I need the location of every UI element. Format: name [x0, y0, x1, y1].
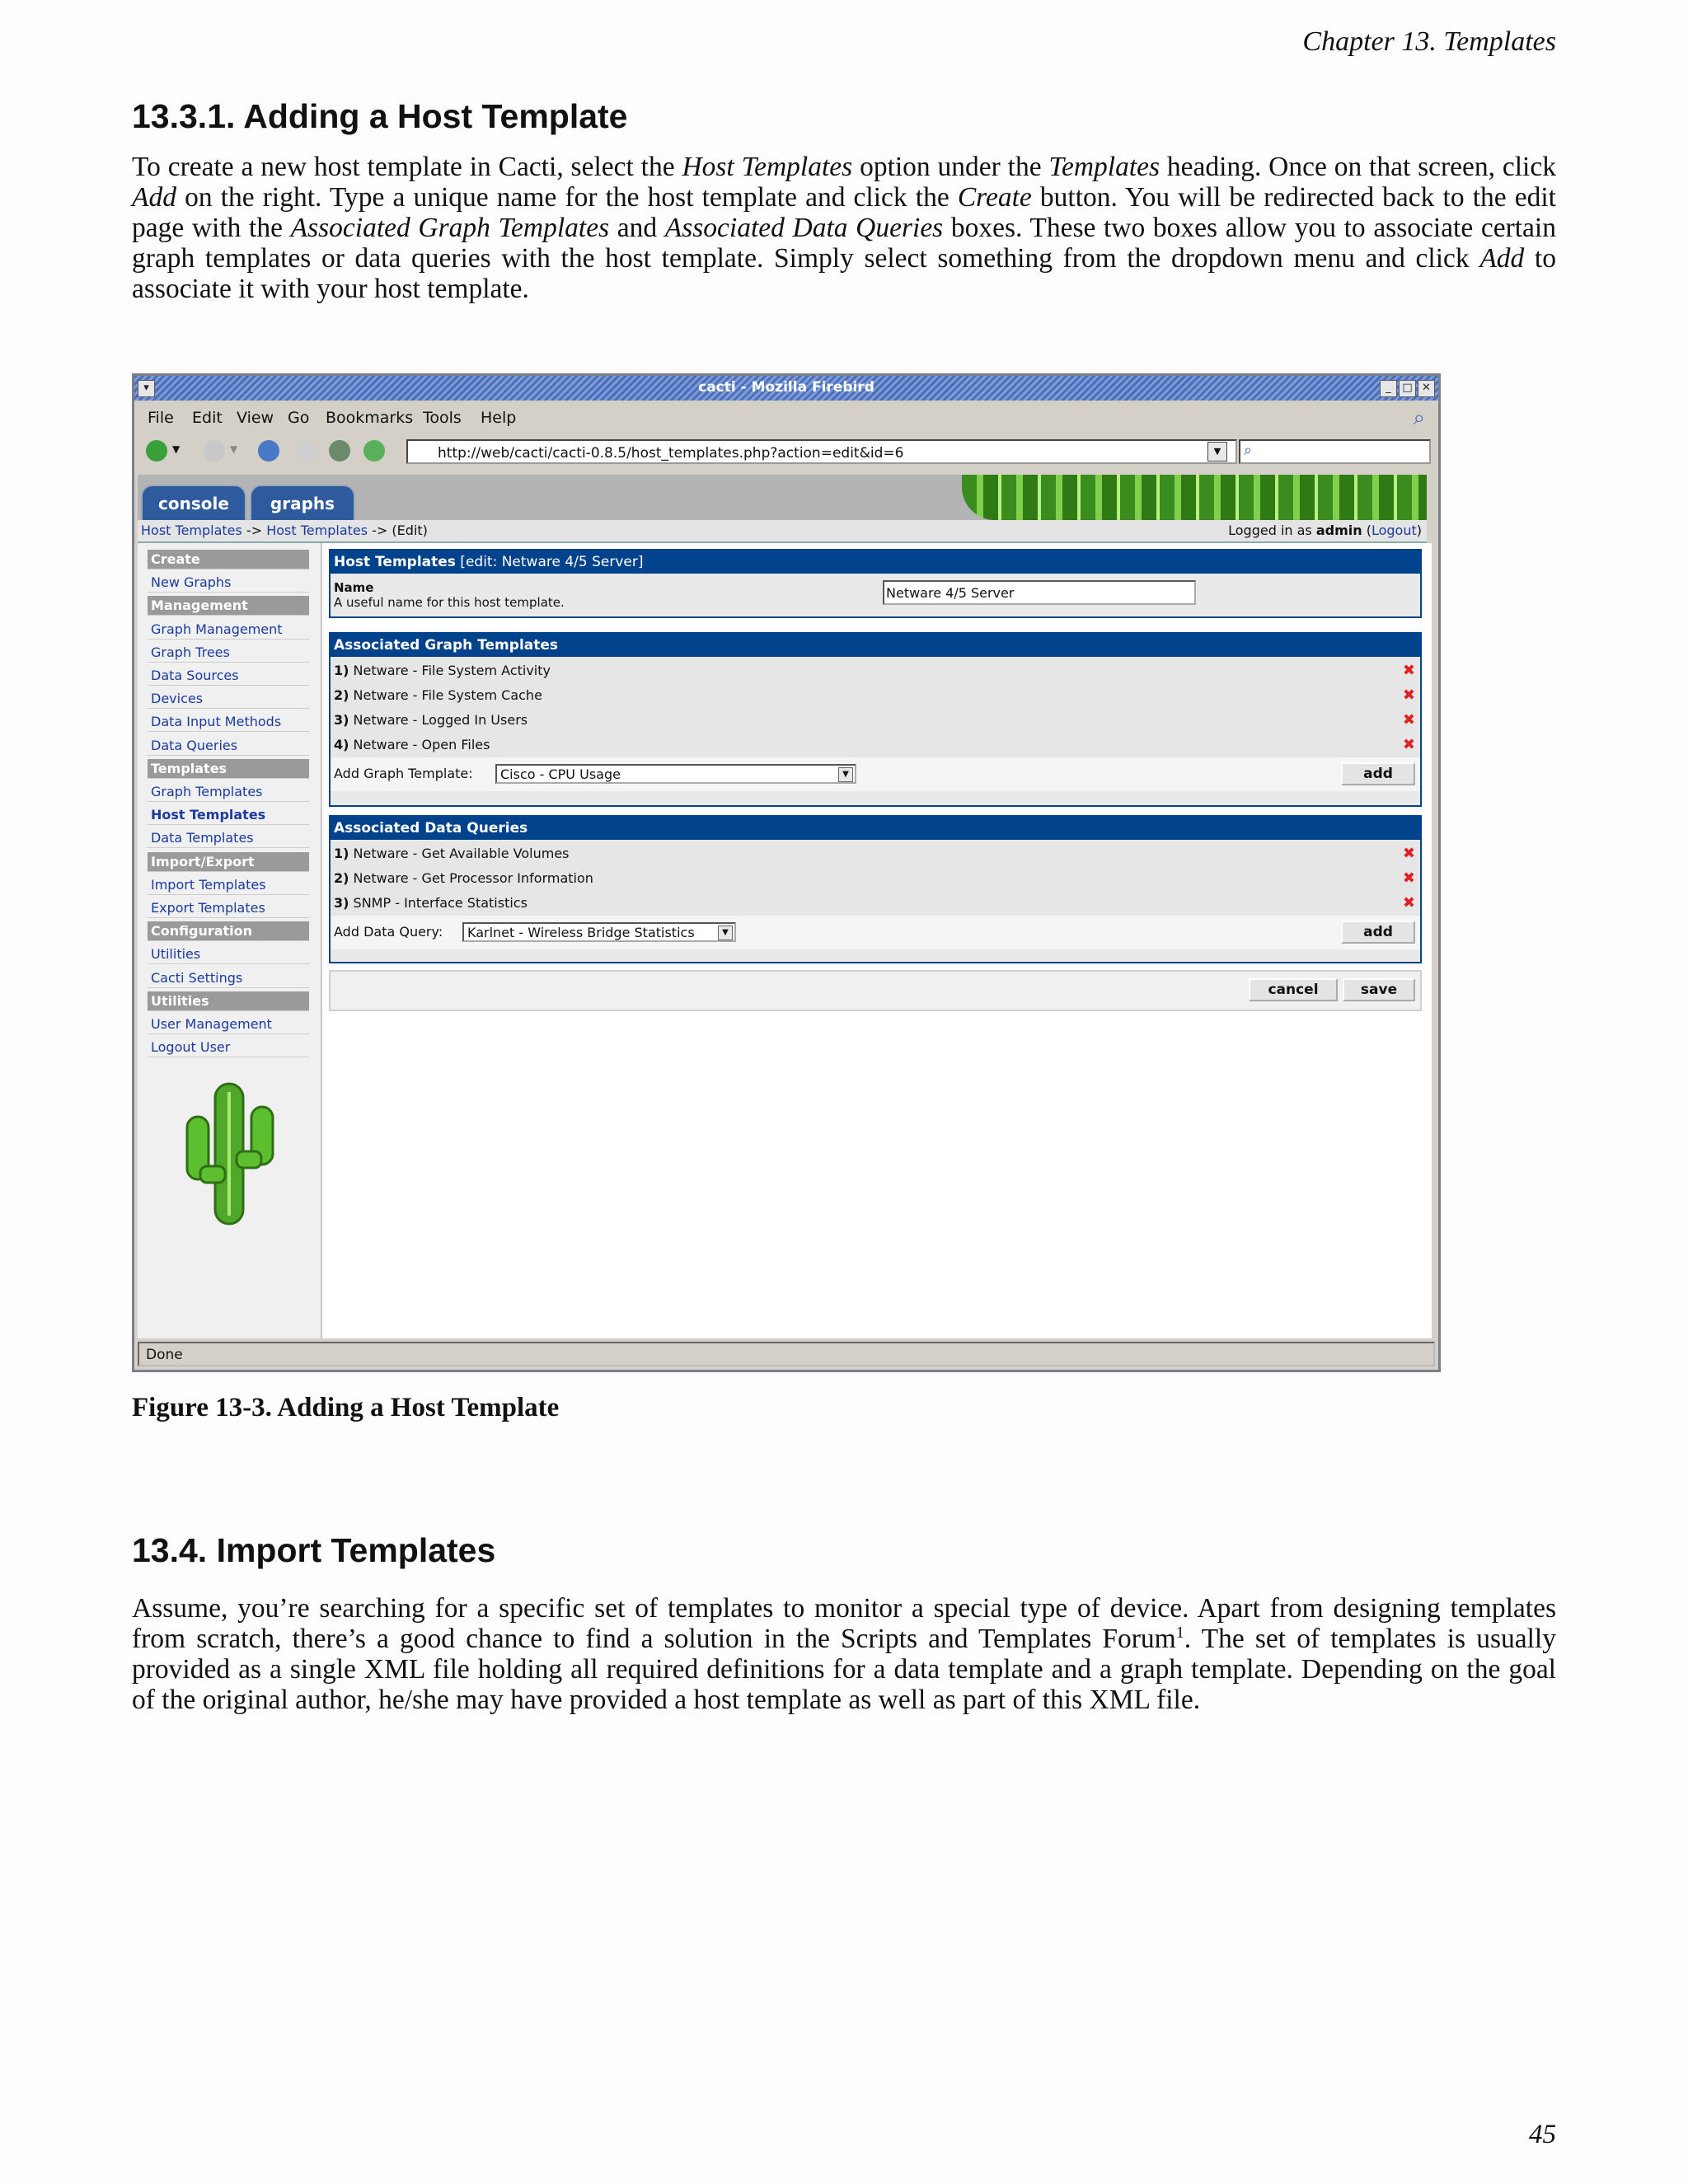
- breadcrumb: [141, 520, 428, 541]
- back-dropdown-icon[interactable]: ▼: [172, 443, 181, 455]
- row-text: Netware - File System Cache: [353, 687, 542, 703]
- emphasis: Add: [132, 182, 176, 213]
- status-bar: [138, 1342, 1435, 1366]
- emphasis: Host Templates: [682, 152, 853, 182]
- sidebar-item[interactable]: Data Queries: [148, 736, 309, 756]
- text-run: . The set of templates is usually provided as a single XML file holding all required definitions for a data template and a graph template. Depending on the goal of the original author, he/she may have provided a host template as well as part of this XML file.: [132, 1624, 1556, 1715]
- section-heading-import-templates: 13.4. Import Templates: [132, 1531, 496, 1569]
- data-query-row: [331, 841, 1420, 867]
- intro-paragraph: [132, 152, 1556, 304]
- search-input[interactable]: [1239, 439, 1431, 464]
- add-data-query-button[interactable]: add: [1341, 921, 1415, 944]
- delete-icon[interactable]: ✖: [1402, 736, 1415, 753]
- row-number: 3): [334, 895, 349, 911]
- sidebar-section-header: Create: [148, 550, 309, 569]
- name-hint: A useful name for this host template.: [334, 595, 565, 610]
- text-run: Assume, you’re searching for a specific set of templates to monitor a special type of device. Apart from designing templates from scratch, there’s a good chance to find a solution in the Scripts and Templates Forum: [132, 1593, 1556, 1654]
- logout-link[interactable]: Logout: [1371, 523, 1417, 538]
- sidebar-item[interactable]: Graph Trees: [148, 643, 309, 663]
- row-number: 2): [334, 870, 349, 886]
- row-number: 2): [334, 687, 349, 703]
- breadcrumb-current: -> (Edit): [368, 523, 428, 538]
- sidebar-item[interactable]: Logout User: [148, 1038, 309, 1057]
- window-titlebar: [134, 376, 1438, 401]
- breadcrumb-bar: [138, 520, 1427, 543]
- menu-help[interactable]: Help: [481, 409, 517, 427]
- sidebar-item[interactable]: Host Templates: [148, 805, 309, 825]
- host-template-box-title: Host Templates: [334, 554, 456, 570]
- data-queries-box-header: Associated Data Queries: [331, 817, 1420, 840]
- login-prefix: Logged in as: [1228, 523, 1316, 538]
- delete-icon[interactable]: ✖: [1402, 869, 1415, 887]
- close-icon[interactable]: ✕: [1418, 380, 1435, 397]
- back-icon[interactable]: [146, 440, 167, 462]
- delete-icon[interactable]: ✖: [1402, 711, 1415, 729]
- graph-template-select-value: Cisco - CPU Usage: [500, 766, 621, 782]
- save-button[interactable]: save: [1343, 978, 1415, 1001]
- row-number: 4): [334, 737, 349, 752]
- graph-templates-box: [329, 632, 1422, 807]
- graph-templates-box-header: Associated Graph Templates: [331, 634, 1420, 657]
- forward-icon[interactable]: [204, 440, 225, 462]
- import-paragraph: [132, 1593, 1556, 1715]
- graph-template-row: [331, 733, 1420, 758]
- cacti-page: [138, 543, 1432, 1338]
- chevron-down-icon: ▼: [718, 926, 733, 940]
- sidebar-item[interactable]: Data Input Methods: [148, 712, 309, 732]
- sidebar-item[interactable]: Graph Templates: [148, 782, 309, 802]
- maximize-icon[interactable]: □: [1399, 380, 1416, 397]
- row-text: SNMP - Interface Statistics: [353, 895, 528, 911]
- sidebar-item[interactable]: Cacti Settings: [148, 968, 309, 988]
- text-run: option under the: [852, 152, 1049, 182]
- sidebar-item[interactable]: Import Templates: [148, 875, 309, 895]
- emphasis: Associated Data Queries: [664, 213, 944, 243]
- row-text: Netware - File System Activity: [353, 663, 551, 678]
- add-graph-template-row: [331, 757, 1420, 791]
- sidebar-section-header: Management: [148, 596, 309, 616]
- page-number: 45: [1529, 2120, 1556, 2149]
- text-run: boxes. These two boxes allow you to associate certain graph templates or data queries with the host template. Simply select something from the dropdown menu and click: [132, 213, 1556, 274]
- minimize-icon[interactable]: _: [1380, 380, 1397, 397]
- text-run: heading. Once on that screen, click: [1160, 152, 1556, 182]
- data-query-select[interactable]: [462, 922, 736, 942]
- sidebar-section-header: Utilities: [148, 991, 309, 1011]
- data-query-row: [331, 866, 1420, 892]
- host-template-box: [329, 549, 1422, 618]
- cacti-header: [138, 475, 1427, 520]
- data-query-select-value: Karlnet - Wireless Bridge Statistics: [467, 925, 695, 940]
- sidebar-item[interactable]: Export Templates: [148, 898, 309, 918]
- row-text: Netware - Open Files: [353, 737, 490, 752]
- reload-icon[interactable]: [258, 440, 279, 462]
- row-text: Netware - Get Available Volumes: [353, 846, 570, 861]
- sidebar-section-header: Templates: [148, 759, 309, 779]
- sidebar-item[interactable]: Devices: [148, 689, 309, 709]
- delete-icon[interactable]: ✖: [1402, 662, 1415, 679]
- row-text: Netware - Logged In Users: [353, 712, 528, 728]
- section-heading-adding-host-template: 13.3.1. Adding a Host Template: [132, 97, 628, 135]
- row-text: Netware - Get Processor Information: [353, 870, 593, 886]
- tab-graphs[interactable]: graphs: [250, 485, 355, 520]
- delete-icon[interactable]: ✖: [1402, 894, 1415, 912]
- text-run: To create a new host template in Cacti, select the: [132, 152, 682, 182]
- sidebar-item[interactable]: Data Sources: [148, 666, 309, 686]
- forward-dropdown-icon[interactable]: ▼: [230, 443, 238, 455]
- home-icon[interactable]: [329, 440, 350, 462]
- menu-go[interactable]: Go: [288, 409, 310, 427]
- sidebar-section-header: Import/Export: [148, 852, 309, 872]
- emphasis: Create: [957, 182, 1032, 213]
- login-paren: ): [1416, 523, 1422, 538]
- menu-view[interactable]: View: [237, 409, 274, 427]
- add-data-query-label: Add Data Query:: [334, 924, 443, 940]
- row-number: 3): [334, 712, 349, 728]
- sidebar-item[interactable]: New Graphs: [148, 573, 309, 593]
- navigation-toolbar: [134, 432, 1438, 470]
- data-queries-box: [329, 815, 1422, 963]
- breadcrumb-separator: ->: [241, 523, 267, 538]
- sidebar-item[interactable]: Graph Management: [148, 620, 309, 640]
- menu-tools[interactable]: Tools: [423, 409, 462, 427]
- row-number: 1): [334, 663, 349, 678]
- text-run: button. You will be redirected back to the edit page with the: [132, 182, 1556, 243]
- text-run: and: [609, 213, 665, 243]
- cancel-button[interactable]: cancel: [1249, 978, 1338, 1001]
- text-run: to associate it with your host template.: [132, 243, 1556, 304]
- url-dropdown-icon[interactable]: ▼: [1207, 442, 1227, 462]
- delete-icon[interactable]: ✖: [1402, 687, 1415, 704]
- add-data-query-row: [331, 916, 1420, 949]
- menu-file[interactable]: File: [148, 409, 174, 427]
- cactus-banner-image: [962, 475, 1427, 520]
- browser-window-screenshot: [132, 373, 1441, 1372]
- chevron-down-icon: ▼: [838, 767, 853, 782]
- sidebar-section-header: Configuration: [148, 921, 309, 941]
- host-template-box-subtitle: [edit: Netware 4/5 Server]: [455, 554, 644, 570]
- throbber-icon: ⌕: [1413, 405, 1425, 430]
- login-paren: (: [1362, 523, 1372, 538]
- graph-template-row: [331, 658, 1420, 684]
- breadcrumb-link-host-templates[interactable]: Host Templates: [141, 523, 242, 538]
- emphasis: Associated Graph Templates: [290, 213, 610, 243]
- login-status: [1228, 520, 1422, 541]
- window-menu-icon[interactable]: ▾: [138, 380, 155, 397]
- data-query-row: [331, 891, 1420, 916]
- host-template-box-header: [331, 551, 1420, 574]
- emphasis: Add: [1479, 243, 1525, 274]
- sidebar-item[interactable]: Utilities: [148, 944, 309, 964]
- menu-edit[interactable]: Edit: [192, 409, 223, 427]
- stop-icon[interactable]: [296, 440, 317, 462]
- search-icon: ⌕: [1244, 442, 1253, 459]
- window-title: cacti - Mozilla Firebird: [698, 379, 874, 396]
- action-bar: [329, 970, 1422, 1011]
- cactus-logo: [176, 1076, 283, 1227]
- running-head: Chapter 13. Templates: [1302, 26, 1556, 57]
- figure-caption: Figure 13-3. Adding a Host Template: [132, 1393, 560, 1422]
- graph-template-select[interactable]: [495, 764, 856, 784]
- main-content: [329, 543, 1422, 1338]
- emphasis: Templates: [1048, 152, 1160, 182]
- tab-console[interactable]: console: [141, 485, 246, 520]
- sidebar-item[interactable]: Data Templates: [148, 828, 309, 848]
- name-input[interactable]: Netware 4/5 Server: [883, 580, 1196, 605]
- menu-bar: [134, 401, 1438, 432]
- menu-bookmarks[interactable]: Bookmarks: [326, 409, 414, 427]
- url-input[interactable]: [406, 439, 1237, 464]
- add-graph-template-label: Add Graph Template:: [334, 766, 473, 781]
- url-text: http://web/cacti/cacti-0.8.5/host_templates.php?action=edit&id=6: [438, 445, 904, 462]
- sidebar-item[interactable]: User Management: [148, 1015, 309, 1034]
- download-icon[interactable]: [363, 440, 385, 462]
- graph-template-row: [331, 683, 1420, 709]
- add-graph-template-button[interactable]: add: [1341, 762, 1415, 785]
- footnote-reference[interactable]: 1: [1175, 1623, 1184, 1642]
- delete-icon[interactable]: ✖: [1402, 845, 1415, 862]
- row-number: 1): [334, 846, 349, 861]
- name-label: Name: [334, 580, 374, 595]
- graph-template-row: [331, 708, 1420, 733]
- text-run: on the right. Type a unique name for the host template and click the: [176, 182, 958, 213]
- login-user: admin: [1315, 523, 1362, 538]
- breadcrumb-link-host-templates-2[interactable]: Host Templates: [266, 523, 368, 538]
- status-text: Done: [146, 1347, 183, 1363]
